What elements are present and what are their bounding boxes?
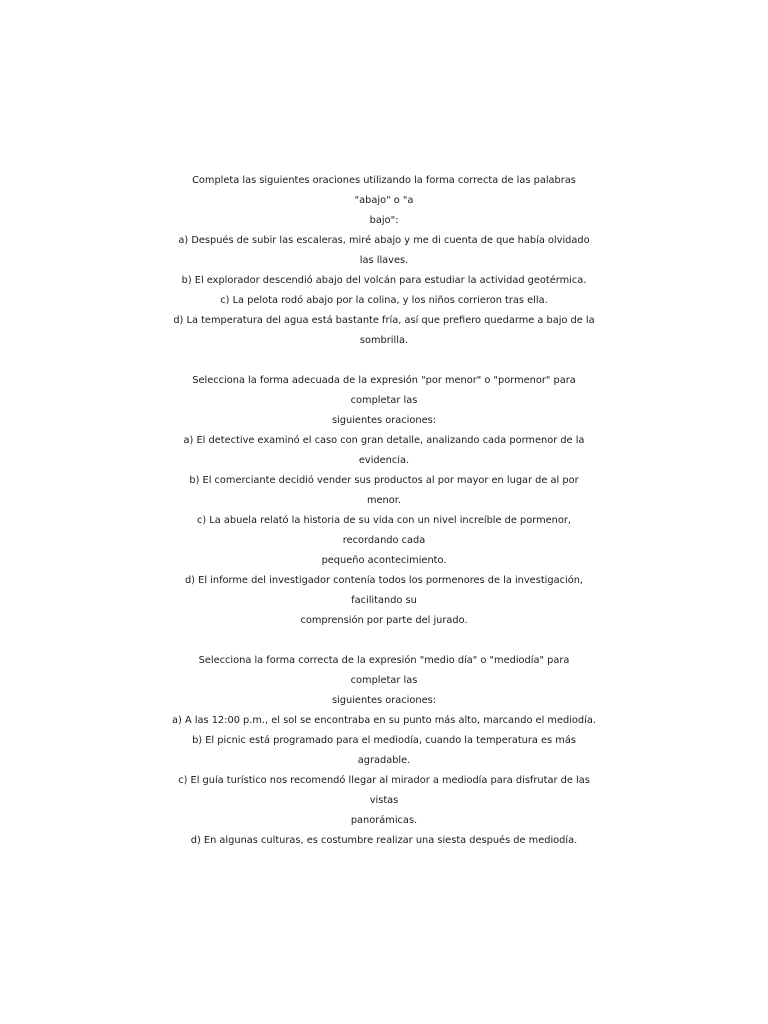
exercise-item-line: d) La temperatura del agua está bastante fría, así que prefiero quedarme a bajo de la xyxy=(173,315,595,326)
exercise-item-line: recordando cada xyxy=(342,535,426,546)
exercise-item-line: vistas xyxy=(369,795,399,806)
exercise-item-line: c) El guía turístico nos recomendó llegar al mirador a mediodía para disfrutar de las xyxy=(178,775,590,786)
exercise-instruction-line: "abajo" o "a xyxy=(354,195,414,206)
exercise-instruction-line: Completa las siguientes oraciones utilizando la forma correcta de las palabras xyxy=(192,175,576,186)
exercise-item-line: sombrilla. xyxy=(359,335,409,346)
exercise-item-line: c) La pelota rodó abajo por la colina, y los niños corrieron tras ella. xyxy=(220,295,548,306)
section-spacer xyxy=(0,351,768,371)
exercise-item-line: comprensión por parte del jurado. xyxy=(300,615,468,626)
exercise-instruction-line: Selecciona la forma adecuada de la expresión "por menor" o "pormenor" para xyxy=(192,375,576,386)
exercise-instruction-line: completar las xyxy=(350,395,418,406)
exercise-item-line: menor. xyxy=(366,495,402,506)
exercise-item-line: b) El picnic está programado para el mediodía, cuando la temperatura es más xyxy=(192,735,576,746)
exercise-item-line: evidencia. xyxy=(358,455,410,466)
exercise-item-line: c) La abuela relató la historia de su vida con un nivel increíble de pormenor, xyxy=(196,515,572,526)
exercise-item-line: facilitando su xyxy=(351,595,417,606)
exercise-item-line: a) A las 12:00 p.m., el sol se encontraba en su punto más alto, marcando el mediodía. xyxy=(172,715,596,726)
exercise-item-line: pequeño acontecimiento. xyxy=(321,555,447,566)
section-spacer xyxy=(0,631,768,651)
exercise-item-line: b) El explorador descendió abajo del volcán para estudiar la actividad geotérmica. xyxy=(181,275,587,286)
exercise-item-line: las llaves. xyxy=(359,255,409,266)
exercise-instruction-line: bajo": xyxy=(369,215,399,226)
exercise-section-mediodia xyxy=(0,651,768,851)
exercise-instruction-line: siguientes oraciones: xyxy=(331,415,437,426)
exercise-item-line: panorámicas. xyxy=(350,815,418,826)
exercise-item-line: d) En algunas culturas, es costumbre realizar una siesta después de mediodía. xyxy=(190,835,578,846)
exercise-item-line: a) El detective examinó el caso con gran detalle, analizando cada pormenor de la xyxy=(183,435,585,446)
exercise-instruction-line: completar las xyxy=(350,675,418,686)
exercise-section-pormenor xyxy=(0,371,768,631)
exercise-instruction-line: Selecciona la forma correcta de la expresión "medio día" o "mediodía" para xyxy=(198,655,570,666)
exercise-section-abajo xyxy=(0,171,768,351)
exercise-item-line: b) El comerciante decidió vender sus productos al por mayor en lugar de al por xyxy=(189,475,579,486)
exercise-instruction-line: siguientes oraciones: xyxy=(331,695,437,706)
exercise-item-line: d) El informe del investigador contenía todos los pormenores de la investigación, xyxy=(184,575,584,586)
exercise-item-line: agradable. xyxy=(357,755,411,766)
document-body xyxy=(0,171,768,851)
exercise-item-line: a) Después de subir las escaleras, miré abajo y me di cuenta de que había olvidado xyxy=(178,235,590,246)
